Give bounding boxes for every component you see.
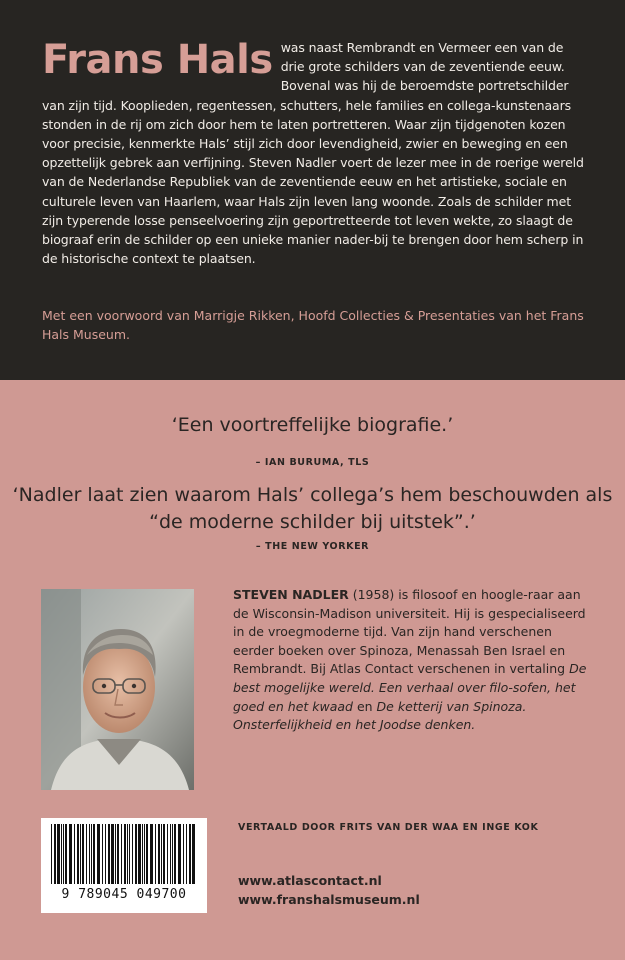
- barcode-bar: [82, 824, 84, 884]
- barcode-bar: [167, 824, 168, 884]
- barcode-bar: [69, 824, 72, 884]
- barcode-bar: [189, 824, 191, 884]
- barcode-bar: [146, 824, 148, 884]
- barcode-bar: [127, 824, 128, 884]
- barcode-bar: [135, 824, 137, 884]
- barcode-bar: [150, 824, 153, 884]
- barcode-bar: [192, 824, 195, 884]
- barcode-bar: [174, 824, 176, 884]
- barcode-bar: [80, 824, 81, 884]
- barcode-bar: [117, 824, 119, 884]
- description-panel: [0, 0, 625, 380]
- barcode-bar: [51, 824, 52, 884]
- barcode-bar: [163, 824, 165, 884]
- foreword-note: Met een voorwoord van Marrigje Rikken, Hoofd Collecties & Presentaties van het Frans Hals Museum.: [42, 308, 584, 343]
- barcode-bar: [89, 824, 90, 884]
- barcode-bar: [172, 824, 173, 884]
- website-list: [238, 871, 598, 909]
- barcode-bar: [186, 824, 187, 884]
- author-bio: [233, 586, 593, 735]
- website-atlascontact[interactable]: www.atlascontact.nl: [238, 873, 382, 888]
- barcode-bar: [161, 824, 162, 884]
- review-quote-2-text: ‘Nadler laat zien waarom Hals’ collega’s hem beschouwden als “de moderne schilder bij uitstek”.’: [12, 484, 613, 533]
- barcode-bar: [65, 824, 67, 884]
- review-attribution-1: – IAN BURUMA, TLS: [255, 457, 370, 468]
- barcode-bar: [97, 824, 100, 884]
- barcode-bar: [91, 824, 92, 884]
- description-text: [42, 38, 587, 268]
- barcode-bar: [63, 824, 64, 884]
- author-bio-text-2: en: [352, 698, 377, 714]
- barcode-bar: [121, 824, 122, 884]
- description-body: was naast Rembrandt en Vermeer een van de drie grote schilders van de zeventiende eeuw. Bovenal was hij de beroemdste portretschilder van zijn tijd. Kooplieden, regentessen, schutters, hele families en collega-kunstenaars stonden in de rij om zich door hem te laten portretteren. Waar zijn tijdgenoten kozen voor precisie, kenmerkte Hals’ stijl zich door levendigheid, zwier en beweging en een opzettelijk gebrek aan verfijning. Steven Nadler voert de lezer mee in de roerige wereld van de Nederlandse Republiek van de zeventiende eeuw en het artistieke, sociale en culturele leven van Haarlem, waar Hals zijn leven lang woonde. Zoals de schilder met zijn typerende losse penseelvoering zijn geportretteerde tot leven wekte, zo slaagt de biograaf erin de schilder op een unieke manier nader-bij te brengen door hem scherp in de historische context te plaatsen.: [42, 40, 584, 267]
- isbn-barcode: [41, 818, 207, 913]
- review-quote-1: ‘Een voortreffelijke biografie.’: [171, 414, 454, 436]
- barcode-bar: [115, 824, 116, 884]
- barcode-bar: [111, 824, 114, 884]
- barcode-bar: [108, 824, 110, 884]
- barcode-bar: [158, 824, 160, 884]
- barcode-bar: [142, 824, 143, 884]
- author-photo: [41, 589, 194, 790]
- book-title-2: De ketterij van Spinoza. Onsterfelijkheid en het Joodse denken.: [233, 698, 527, 733]
- barcode-bar: [178, 824, 181, 884]
- barcode-bar: [170, 824, 171, 884]
- barcode-bar: [102, 824, 103, 884]
- book-title-1: De best mogelijke wereld. Een verhaal over filo-sofen, het goed en het kwaad: [233, 661, 587, 714]
- barcode-bar: [132, 824, 133, 884]
- barcode-bars: [49, 824, 199, 884]
- book-title: Frans Hals: [42, 37, 273, 83]
- barcode-bar: [183, 824, 184, 884]
- translator-credit: VERTAALD DOOR FRITS VAN DER WAA EN INGE KOK: [238, 822, 539, 833]
- barcode-bar: [129, 824, 130, 884]
- barcode-bar: [93, 824, 95, 884]
- website-franshalsmuseum[interactable]: www.franshalsmuseum.nl: [238, 892, 420, 907]
- barcode-bar: [86, 824, 87, 884]
- author-bio-text-1: (1958) is filosoof en hoogle-raar aan de Wisconsin-Madison universiteit. Hij is gespecialiseerd in de vroegmoderne tijd. Van zijn hand verschenen eerder boeken over Spinoza, Menassah Ben Israel en Rembrandt. Bij Atlas Contact verschenen in vertaling: [233, 587, 586, 677]
- barcode-bar: [155, 824, 156, 884]
- barcode-bar: [105, 824, 106, 884]
- barcode-bar: [77, 824, 79, 884]
- review-quote-2: [0, 482, 625, 536]
- barcode-bar: [138, 824, 141, 884]
- barcode-bar: [144, 824, 145, 884]
- barcode-bar: [54, 824, 56, 884]
- author-name: STEVEN NADLER: [233, 587, 349, 602]
- barcode-bar: [74, 824, 75, 884]
- review-panel: [0, 380, 625, 960]
- review-attribution-2: – THE NEW YORKER: [255, 541, 370, 552]
- barcode-bar: [57, 824, 60, 884]
- isbn-number: 9 789045 049700: [61, 887, 187, 902]
- barcode-bar: [61, 824, 62, 884]
- barcode-bar: [124, 824, 126, 884]
